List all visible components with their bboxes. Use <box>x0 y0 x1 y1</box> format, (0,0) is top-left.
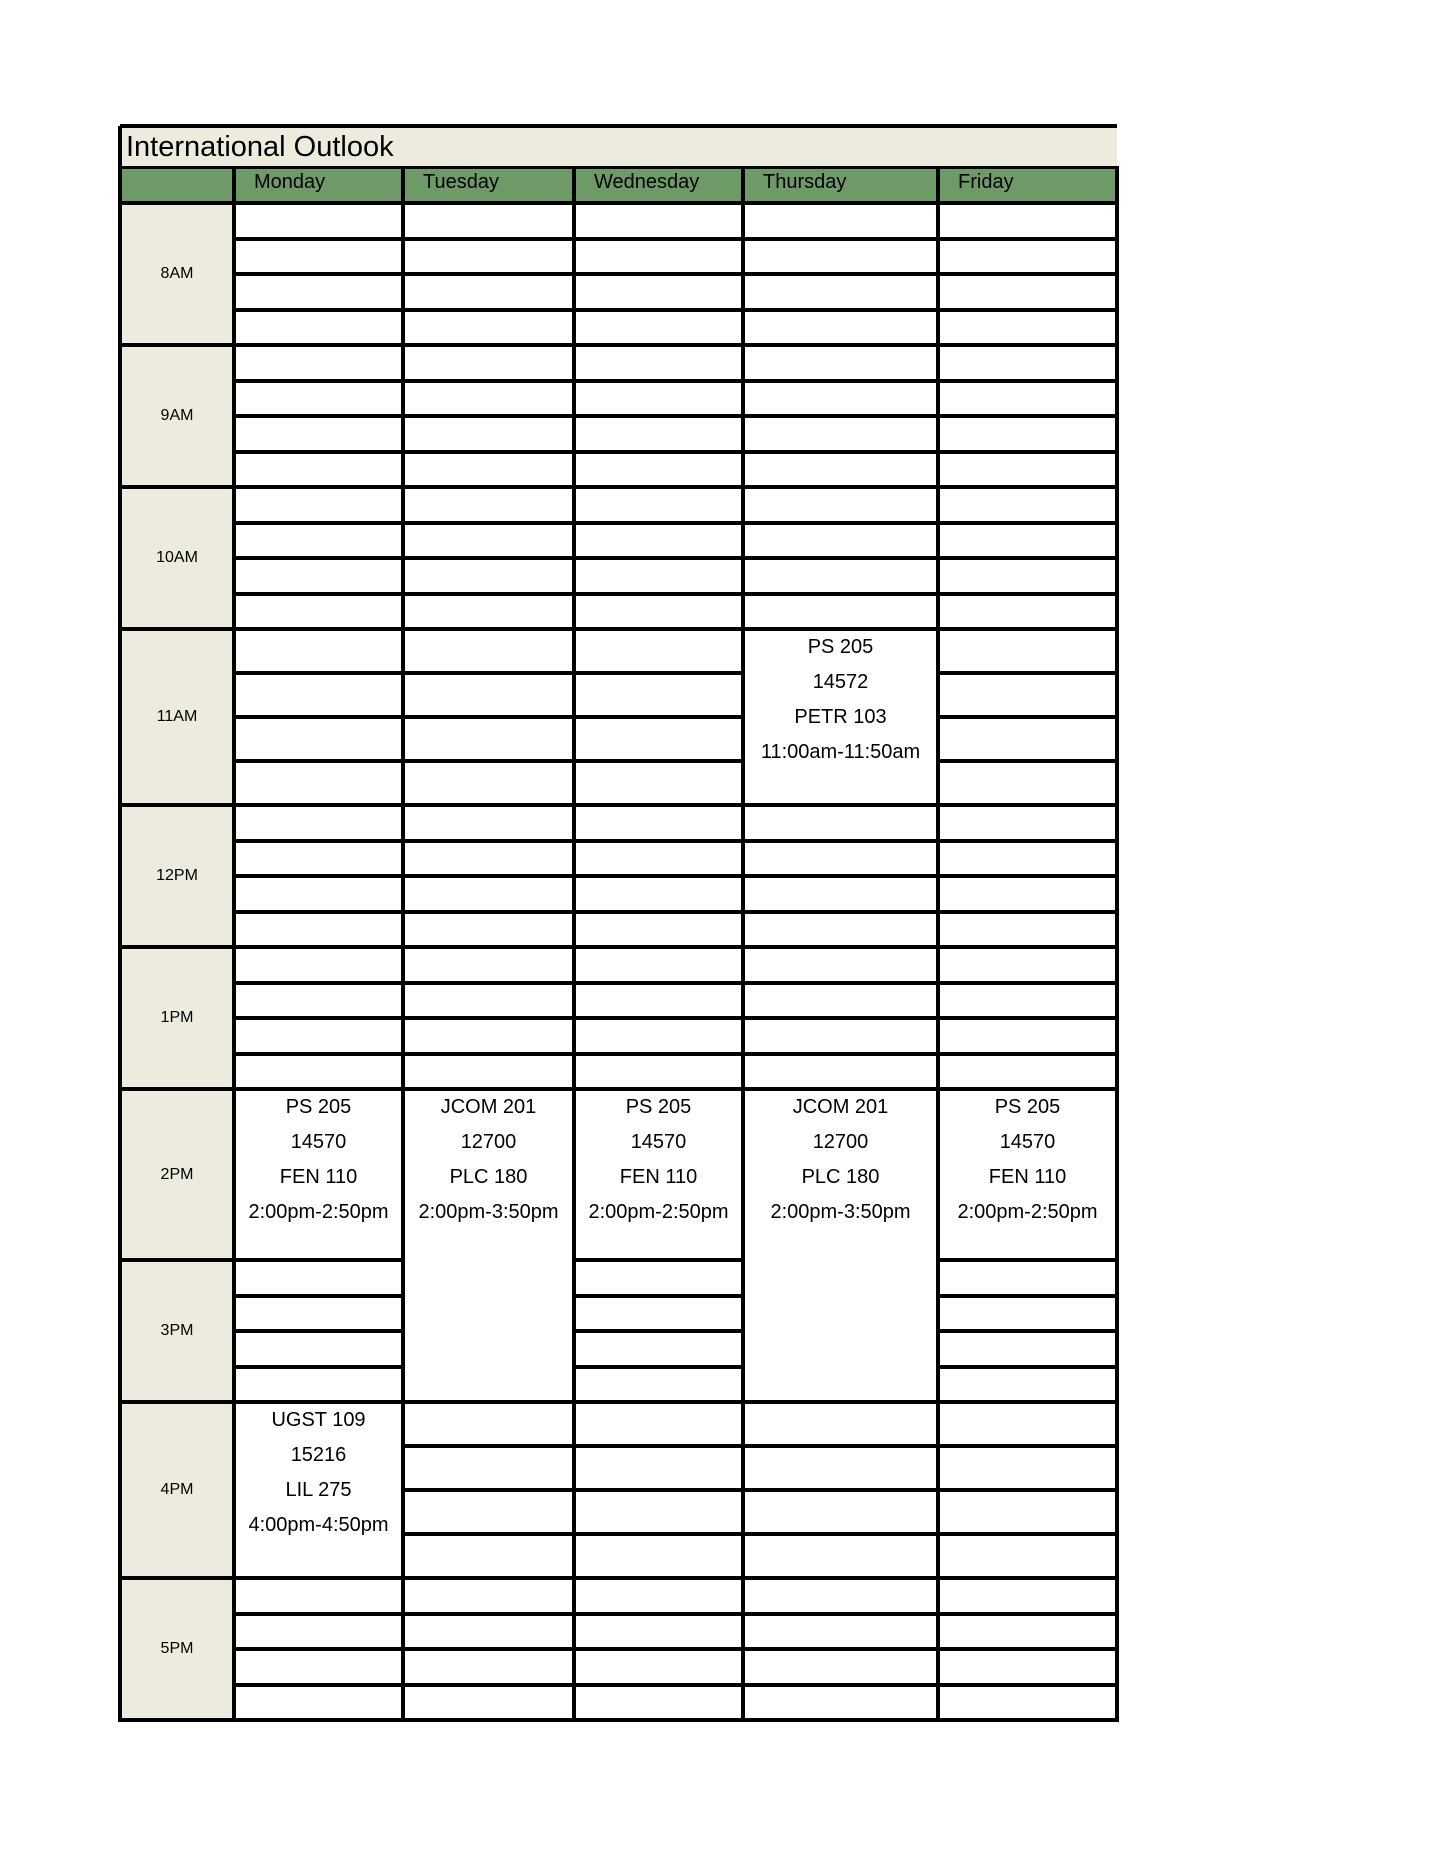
event-crn: 12700 <box>460 1131 517 1153</box>
event-room: LIL 275 <box>285 1479 352 1501</box>
grid-row-line <box>938 556 1117 560</box>
grid-row-line <box>234 556 403 560</box>
grid-row-line <box>403 521 574 525</box>
grid-row-line <box>574 308 743 312</box>
event-block[interactable] <box>743 629 938 805</box>
grid-row-line <box>234 521 403 525</box>
event-course: PS 205 <box>994 1096 1061 1118</box>
grid-row-line <box>234 237 403 241</box>
grid-row-line <box>938 1365 1117 1369</box>
grid-hour-divider <box>120 627 234 631</box>
grid-row-line <box>743 237 938 241</box>
grid-row-line <box>574 237 743 241</box>
grid-row-line <box>403 1647 574 1651</box>
grid-row-line <box>574 874 743 878</box>
grid-row-line <box>574 1612 743 1616</box>
grid-row-line <box>403 485 574 489</box>
grid-row-line <box>234 1016 403 1020</box>
grid-row-line <box>234 1087 403 1091</box>
grid-row-line <box>234 803 403 807</box>
grid-row-line <box>938 1647 1117 1651</box>
schedule-title: International Outlook <box>126 131 394 163</box>
grid-row-line <box>938 308 1117 312</box>
grid-row-line <box>743 379 938 383</box>
grid-row-line <box>234 910 403 914</box>
grid-row-line <box>234 379 403 383</box>
grid-row-line <box>743 981 938 985</box>
grid-row-line <box>574 272 743 276</box>
grid-row-line <box>743 1647 938 1651</box>
grid-row-line <box>574 1258 743 1262</box>
event-course: JCOM 201 <box>440 1096 537 1118</box>
grid-row-line <box>403 1444 574 1448</box>
grid-row-line <box>574 1016 743 1020</box>
grid-row-line <box>234 308 403 312</box>
grid-row-line <box>743 1576 938 1580</box>
grid-row-line <box>938 1329 1117 1333</box>
grid-row-line <box>938 945 1117 949</box>
time-label-4pm: 4PM <box>120 1402 234 1578</box>
grid-row-line <box>743 450 938 454</box>
grid-row-line <box>574 1329 743 1333</box>
grid-row-line <box>234 1329 403 1333</box>
grid-hour-divider <box>120 803 234 807</box>
grid-row-line <box>938 1294 1117 1298</box>
event-room: FEN 110 <box>279 1166 358 1188</box>
event-time: 2:00pm-3:50pm <box>770 1201 911 1223</box>
grid-row-line <box>938 1400 1117 1404</box>
grid-row-line <box>743 1400 938 1404</box>
grid-row-line <box>403 1400 574 1404</box>
event-course: JCOM 201 <box>792 1096 889 1118</box>
grid-row-line <box>574 945 743 949</box>
time-label-3pm: 3PM <box>120 1260 234 1402</box>
time-label-5pm: 5PM <box>120 1578 234 1720</box>
event-course: PS 205 <box>625 1096 692 1118</box>
event-time: 2:00pm-2:50pm <box>957 1201 1098 1223</box>
event-block[interactable] <box>574 1089 743 1260</box>
grid-row-line <box>938 874 1117 878</box>
grid-row-line <box>743 592 938 596</box>
grid-row-line <box>234 945 403 949</box>
grid-row-line <box>403 343 574 347</box>
grid-row-line <box>574 485 743 489</box>
grid-row-line <box>743 485 938 489</box>
grid-row-line <box>743 1052 938 1056</box>
grid-row-line <box>234 592 403 596</box>
grid-row-line <box>938 981 1117 985</box>
grid-row-line <box>403 1576 574 1580</box>
grid-row-line <box>234 1576 403 1580</box>
grid-row-line <box>234 485 403 489</box>
grid-row-line <box>234 450 403 454</box>
grid-row-line <box>234 1294 403 1298</box>
grid-row-line <box>234 343 403 347</box>
day-header-wednesday: Wednesday <box>594 171 700 193</box>
grid-row-line <box>234 839 403 843</box>
grid-row-line <box>234 981 403 985</box>
event-room: PLC 180 <box>801 1166 880 1188</box>
grid-row-line <box>234 1612 403 1616</box>
grid-row-line <box>403 1532 574 1536</box>
grid-hour-divider <box>120 343 234 347</box>
grid-title-divider <box>120 166 1117 169</box>
grid-row-line <box>403 556 574 560</box>
event-crn: 14570 <box>630 1131 687 1153</box>
grid-row-line <box>574 910 743 914</box>
grid-row-line <box>403 715 574 719</box>
grid-row-line <box>403 1683 574 1687</box>
day-header-friday: Friday <box>958 171 1014 193</box>
grid-row-line <box>938 759 1117 763</box>
grid-row-line <box>574 1576 743 1580</box>
grid-row-line <box>403 1488 574 1492</box>
grid-row-line <box>938 1576 1117 1580</box>
grid-row-line <box>574 1488 743 1492</box>
grid-row-line <box>743 945 938 949</box>
grid-row-line <box>743 910 938 914</box>
day-header-monday: Monday <box>254 171 326 193</box>
grid-row-line <box>574 556 743 560</box>
event-block[interactable] <box>234 1402 403 1578</box>
event-crn: 14570 <box>999 1131 1056 1153</box>
grid-row-line <box>574 627 743 631</box>
grid-hour-divider <box>120 1576 234 1580</box>
grid-row-line <box>403 839 574 843</box>
grid-row-line <box>938 627 1117 631</box>
grid-row-line <box>403 627 574 631</box>
event-block[interactable] <box>234 1089 403 1260</box>
grid-row-line <box>234 1647 403 1651</box>
grid-row-line <box>574 1444 743 1448</box>
grid-row-line <box>574 1365 743 1369</box>
grid-row-line <box>234 671 403 675</box>
time-label-12pm: 12PM <box>120 805 234 947</box>
grid-row-line <box>574 1294 743 1298</box>
grid-row-line <box>403 981 574 985</box>
grid-row-line <box>938 485 1117 489</box>
grid-row-line <box>403 450 574 454</box>
time-label-8am: 8AM <box>120 203 234 345</box>
grid-row-line <box>938 839 1117 843</box>
grid-row-line <box>574 343 743 347</box>
grid-row-line <box>938 414 1117 418</box>
grid-row-line <box>938 1532 1117 1536</box>
grid-row-line <box>403 414 574 418</box>
grid-row-line <box>938 1052 1117 1056</box>
grid-row-line <box>574 803 743 807</box>
grid-row-line <box>574 839 743 843</box>
grid-row-line <box>234 1052 403 1056</box>
event-time: 2:00pm-2:50pm <box>588 1201 729 1223</box>
grid-row-line <box>574 1052 743 1056</box>
grid-row-line <box>574 592 743 596</box>
grid-row-line <box>938 521 1117 525</box>
grid-row-line <box>403 1612 574 1616</box>
grid-row-line <box>403 803 574 807</box>
time-label-10am: 10AM <box>120 487 234 629</box>
grid-row-line <box>574 1647 743 1651</box>
grid-row-line <box>574 671 743 675</box>
grid-row-line <box>574 1683 743 1687</box>
grid-row-line <box>938 1258 1117 1262</box>
event-time: 11:00am-11:50am <box>760 741 921 763</box>
grid-bottom-border <box>120 1718 1117 1722</box>
grid-row-line <box>938 803 1117 807</box>
grid-row-line <box>574 715 743 719</box>
grid-row-line <box>938 1087 1117 1091</box>
event-time: 2:00pm-2:50pm <box>248 1201 389 1223</box>
grid-row-line <box>403 1052 574 1056</box>
grid-row-line <box>234 874 403 878</box>
grid-hour-divider <box>120 945 234 949</box>
event-crn: 15216 <box>290 1444 347 1466</box>
grid-row-line <box>938 272 1117 276</box>
grid-row-line <box>574 1532 743 1536</box>
grid-row-line <box>743 1683 938 1687</box>
grid-hour-divider <box>120 485 234 489</box>
grid-row-line <box>574 1400 743 1404</box>
grid-row-line <box>938 671 1117 675</box>
grid-row-line <box>743 1532 938 1536</box>
grid-row-line <box>234 1258 403 1262</box>
event-room: FEN 110 <box>619 1166 698 1188</box>
grid-row-line <box>938 1683 1117 1687</box>
grid-row-line <box>743 414 938 418</box>
event-room: PETR 103 <box>794 706 887 728</box>
grid-row-line <box>403 379 574 383</box>
grid-row-line <box>743 1488 938 1492</box>
event-room: PLC 180 <box>449 1166 528 1188</box>
grid-row-line <box>938 1488 1117 1492</box>
grid-row-line <box>403 874 574 878</box>
grid-hour-divider <box>120 1400 234 1404</box>
grid-row-line <box>743 1612 938 1616</box>
grid-row-line <box>743 343 938 347</box>
grid-row-line <box>234 272 403 276</box>
grid-row-line <box>234 1365 403 1369</box>
grid-row-line <box>743 874 938 878</box>
grid-row-line <box>743 839 938 843</box>
grid-row-line <box>743 627 938 631</box>
grid-row-line <box>403 308 574 312</box>
grid-row-line <box>938 237 1117 241</box>
grid-row-line <box>938 1612 1117 1616</box>
grid-row-line <box>574 521 743 525</box>
grid-row-line <box>234 715 403 719</box>
grid-row-line <box>743 803 938 807</box>
grid-row-line <box>938 379 1117 383</box>
grid-hour-divider <box>120 1258 234 1262</box>
grid-row-line <box>403 237 574 241</box>
grid-row-line <box>743 1087 938 1091</box>
grid-row-line <box>938 343 1117 347</box>
grid-row-line <box>938 1444 1117 1448</box>
grid-row-line <box>938 592 1117 596</box>
time-label-2pm: 2PM <box>120 1089 234 1260</box>
grid-row-line <box>403 592 574 596</box>
time-label-1pm: 1PM <box>120 947 234 1089</box>
event-block[interactable] <box>403 1089 574 1402</box>
event-block[interactable] <box>743 1089 938 1402</box>
event-time: 2:00pm-3:50pm <box>418 1201 559 1223</box>
grid-row-line <box>743 1016 938 1020</box>
event-crn: 12700 <box>812 1131 869 1153</box>
event-crn: 14572 <box>812 671 869 693</box>
event-block[interactable] <box>938 1089 1117 1260</box>
grid-row-line <box>938 910 1117 914</box>
event-course: UGST 109 <box>271 1409 366 1431</box>
grid-row-line <box>743 272 938 276</box>
day-header-thursday: Thursday <box>763 171 847 193</box>
grid-row-line <box>574 759 743 763</box>
event-course: PS 205 <box>807 636 874 658</box>
grid-row-line <box>743 556 938 560</box>
grid-row-line <box>403 1016 574 1020</box>
grid-row-line <box>574 1087 743 1091</box>
grid-row-line <box>743 308 938 312</box>
grid-row-line <box>743 521 938 525</box>
grid-row-line <box>938 715 1117 719</box>
grid-row-line <box>403 945 574 949</box>
grid-row-line <box>403 910 574 914</box>
grid-top-border <box>120 124 1117 128</box>
grid-row-line <box>574 981 743 985</box>
grid-row-line <box>574 450 743 454</box>
grid-row-line <box>234 759 403 763</box>
grid-row-line <box>234 627 403 631</box>
grid-row-line <box>403 671 574 675</box>
grid-row-line <box>574 414 743 418</box>
time-label-11am: 11AM <box>120 629 234 805</box>
grid-row-line <box>574 379 743 383</box>
grid-header-bottom <box>120 201 1117 205</box>
event-crn: 14570 <box>290 1131 347 1153</box>
grid-row-line <box>234 1683 403 1687</box>
day-header-tuesday: Tuesday <box>423 171 499 193</box>
grid-row-line <box>403 272 574 276</box>
grid-left-border <box>118 126 122 1722</box>
grid-row-line <box>938 450 1117 454</box>
grid-row-line <box>403 759 574 763</box>
grid-row-line <box>743 1444 938 1448</box>
event-room: FEN 110 <box>988 1166 1067 1188</box>
grid-row-line <box>234 414 403 418</box>
event-course: PS 205 <box>285 1096 352 1118</box>
grid-row-line <box>234 1400 403 1404</box>
grid-row-line <box>938 1016 1117 1020</box>
grid-row-line <box>403 1087 574 1091</box>
event-time: 4:00pm-4:50pm <box>248 1514 389 1536</box>
grid-hour-divider <box>120 1087 234 1091</box>
time-label-9am: 9AM <box>120 345 234 487</box>
